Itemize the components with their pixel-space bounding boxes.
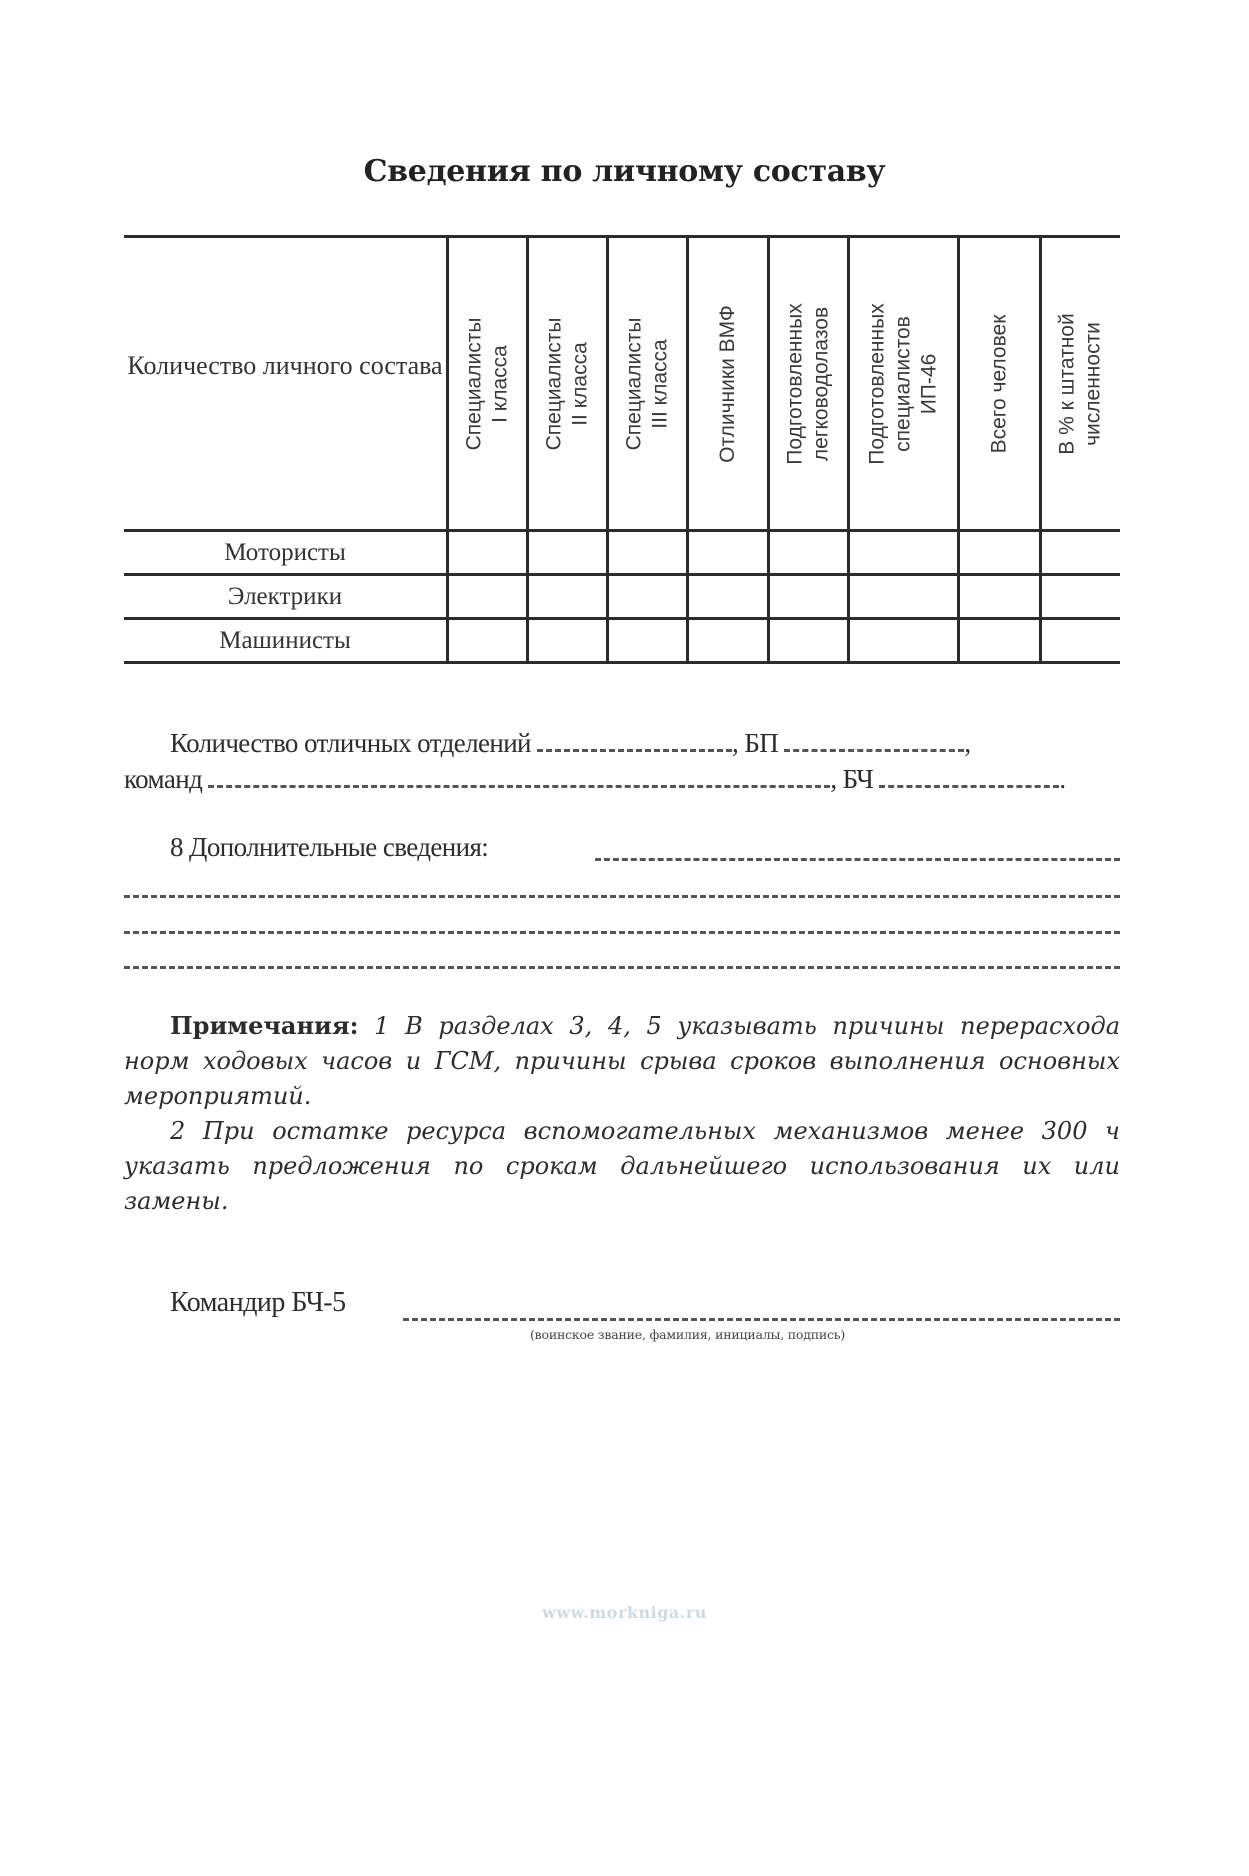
column-header xyxy=(770,238,847,530)
teams-line xyxy=(124,764,1066,795)
bch-field[interactable] xyxy=(879,785,1059,788)
column-header-text: Специалисты III класса xyxy=(622,317,672,451)
column-header xyxy=(449,238,526,530)
column-header-text: Отличники ВМФ xyxy=(716,305,740,463)
bch-label: , БЧ xyxy=(830,764,874,794)
column-header-text: Специалисты I класса xyxy=(462,317,512,451)
note-1: 1 В разделах 3, 4, 5 указывать причины перерасхода норм ходовых часов и ГСМ, причины срыва сроков выполнения основных мероприятий. xyxy=(124,1012,1120,1110)
table-row-label: Машинисты xyxy=(219,627,351,654)
excellent-units-field[interactable] xyxy=(537,749,732,752)
signature-hint: (воинское звание, фамилия, инициалы, подпись) xyxy=(530,1327,846,1342)
column-header-text: Всего человек xyxy=(987,314,1011,454)
additional-info-label: 8 Дополнительные сведения: xyxy=(170,832,489,862)
column-header xyxy=(529,238,606,530)
punctuation: . xyxy=(1059,764,1066,794)
bp-field[interactable] xyxy=(784,749,964,752)
teams-label: команд xyxy=(124,764,203,794)
column-header-text: В % к штатной численности xyxy=(1056,313,1106,455)
notes-label: Примечания: xyxy=(170,1011,359,1040)
signature-field[interactable] xyxy=(403,1318,1120,1321)
additional-info-line[interactable] xyxy=(124,931,1120,934)
row-header-label: Количество личного состава xyxy=(127,351,443,380)
additional-info-line[interactable] xyxy=(124,966,1120,969)
page-title: Сведения по личному составу xyxy=(363,154,886,189)
note-2: 2 При остатке ресурса вспомогательных механизмов менее 300 ч указать предложения по срокам дальнейшего использования их или замены. xyxy=(124,1117,1120,1215)
additional-info-line[interactable] xyxy=(124,895,1120,898)
excellent-units-label: Количество отличных отделений xyxy=(170,728,531,758)
column-header xyxy=(960,238,1039,530)
notes-section xyxy=(124,1008,1120,1219)
bp-label: , БП xyxy=(732,728,779,758)
watermark: www.morkniga.ru xyxy=(542,1603,707,1622)
column-header xyxy=(850,238,957,530)
signature-label: Командир БЧ-5 xyxy=(170,1287,346,1318)
table-row-label: Мотористы xyxy=(224,539,346,566)
excellent-units-line xyxy=(170,728,970,759)
personnel-table xyxy=(124,235,1120,663)
table-row-label: Электрики xyxy=(227,583,343,610)
column-header xyxy=(689,238,767,530)
additional-info-field[interactable] xyxy=(595,858,1120,861)
column-header-text: Подготовленных специалистов ИП-46 xyxy=(865,303,941,465)
teams-field[interactable] xyxy=(208,785,830,788)
column-header xyxy=(1042,238,1120,530)
punctuation: , xyxy=(964,728,971,758)
column-header-text: Специалисты II класса xyxy=(542,317,592,451)
column-header-text: Подготовленных легководолазов xyxy=(783,303,833,465)
column-header xyxy=(609,238,686,530)
